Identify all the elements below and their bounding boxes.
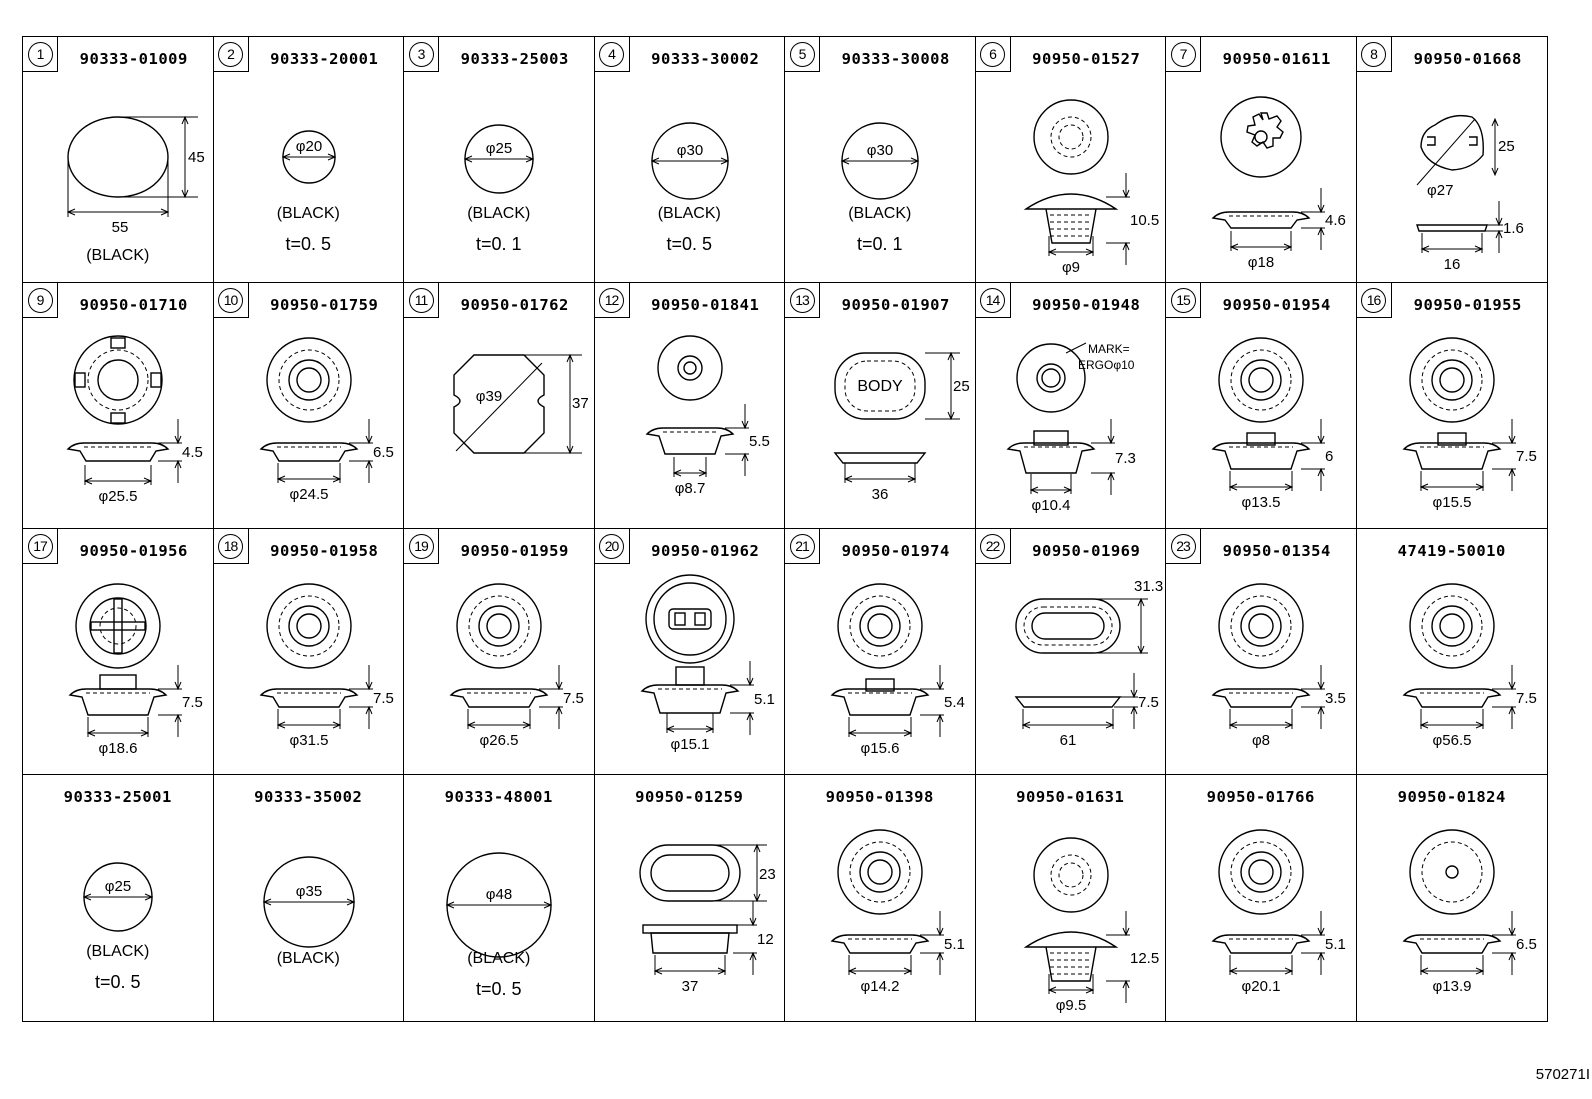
thickness-dim: 1.6	[1502, 220, 1524, 237]
part-cell	[214, 775, 405, 1021]
part-number: 90333-35002	[254, 788, 363, 806]
part-number: 90950-01948	[1032, 296, 1141, 314]
part-cell	[404, 529, 595, 775]
color-note: (BLACK)	[467, 205, 531, 222]
item-number-label: 6	[980, 42, 1005, 67]
item-number-label: 22	[980, 534, 1005, 559]
height-dim: 5.1	[753, 691, 775, 708]
width-dim: 55	[111, 219, 129, 236]
diameter-dim: φ15.1	[670, 736, 709, 753]
mark-label: MARK=	[1087, 342, 1130, 356]
thickness-dim: 12	[756, 931, 774, 948]
item-number-label: 7	[1171, 42, 1196, 67]
height-dim: 7.5	[372, 690, 394, 707]
diameter-dim: φ10.4	[1031, 497, 1070, 514]
width-dim: 36	[871, 486, 889, 503]
diameter-dim: φ39	[475, 388, 503, 405]
part-number: 90950-01527	[1032, 50, 1141, 68]
part-number: 90950-01611	[1222, 50, 1331, 68]
part-number: 90950-01954	[1222, 296, 1331, 314]
diameter-dim: φ31.5	[289, 732, 328, 749]
part-number: 90950-01759	[270, 296, 379, 314]
part-drawing	[214, 283, 404, 529]
part-number: 90950-01824	[1397, 788, 1506, 806]
part-number: 90333-30008	[841, 50, 950, 68]
part-number: 90950-01959	[460, 542, 569, 560]
item-number-label: 8	[1361, 42, 1386, 67]
part-drawing	[595, 775, 785, 1021]
part-drawing	[214, 529, 404, 775]
part-cell	[976, 775, 1167, 1021]
thickness-note: t=0. 1	[475, 234, 522, 254]
part-cell	[404, 283, 595, 529]
diameter-dim: φ15.5	[1432, 494, 1471, 511]
height-dim: 12.5	[1129, 950, 1159, 967]
part-number: 90950-01956	[79, 542, 188, 560]
part-drawing	[976, 37, 1166, 283]
height-dim: 6.5	[1515, 936, 1537, 953]
part-drawing	[595, 283, 785, 529]
color-note: (BLACK)	[657, 205, 721, 222]
diameter-dim: φ8	[1251, 732, 1271, 749]
height-dim: 4.6	[1325, 212, 1346, 229]
part-cell	[23, 529, 214, 775]
color-note: (BLACK)	[276, 205, 340, 222]
part-number: 90950-01631	[1016, 788, 1125, 806]
diameter-dim: φ13.9	[1432, 978, 1471, 995]
diameter-dim: φ26.5	[479, 732, 519, 749]
part-number: 90950-01841	[651, 296, 760, 314]
diameter-dim: φ15.6	[860, 740, 900, 757]
width-dim: 16	[1443, 256, 1460, 273]
diameter-dim: φ20.1	[1241, 978, 1281, 995]
height-dim: 6.5	[372, 444, 394, 461]
part-number: 90333-01009	[79, 50, 188, 68]
width-dim: 61	[1059, 732, 1076, 749]
color-note: (BLACK)	[848, 205, 912, 222]
part-cell	[1357, 775, 1548, 1021]
part-cell	[1166, 37, 1357, 283]
part-drawing	[214, 775, 404, 1021]
part-cell	[1357, 283, 1548, 529]
color-note: (BLACK)	[86, 247, 150, 264]
part-number: 90950-01668	[1413, 50, 1522, 68]
part-cell	[785, 529, 976, 775]
thickness-note: t=0. 1	[856, 234, 903, 254]
height-dim: 23	[758, 866, 776, 883]
item-number-label: 11	[409, 288, 434, 313]
height-dim: 45	[188, 149, 205, 166]
height-dim: 7.5	[1515, 690, 1537, 707]
diameter-dim: φ35	[295, 883, 322, 900]
item-number-label: 9	[28, 288, 53, 313]
part-drawing	[976, 283, 1166, 529]
item-number-label: 3	[409, 42, 434, 67]
height-dim: 7.5	[182, 694, 203, 711]
height-dim: 5.5	[748, 433, 770, 450]
height-dim: 7.5	[563, 690, 584, 707]
height-dim: 4.5	[182, 444, 203, 461]
part-drawing	[23, 283, 213, 529]
part-cell	[976, 283, 1167, 529]
part-cell	[214, 529, 405, 775]
part-drawing	[1357, 37, 1547, 283]
width-dim: 37	[681, 978, 698, 995]
mark-value: ERGOφ10	[1077, 358, 1134, 372]
diameter-dim: φ18.6	[98, 740, 138, 757]
part-number: 90950-01974	[841, 542, 950, 560]
part-cell	[595, 283, 786, 529]
part-cell	[785, 37, 976, 283]
part-number: 90950-01958	[270, 542, 379, 560]
height-dim: 10.5	[1129, 212, 1159, 229]
item-number-label: 17	[28, 534, 53, 559]
part-drawing	[1166, 283, 1356, 529]
part-number: 90950-01354	[1222, 542, 1331, 560]
part-number: 90950-01955	[1413, 296, 1522, 314]
part-cell	[214, 283, 405, 529]
diameter-dim: φ9.5	[1055, 997, 1086, 1014]
diagram-code: 570271I	[1535, 1066, 1590, 1083]
part-cell	[404, 37, 595, 283]
item-number-label: 20	[599, 534, 624, 559]
height-dim: 7.3	[1114, 450, 1136, 467]
part-drawing	[785, 529, 975, 775]
parts-grid	[22, 36, 1548, 1022]
part-drawing	[404, 283, 594, 529]
item-number-label: 23	[1171, 534, 1196, 559]
height-dim: 25	[953, 378, 970, 395]
item-number-label: 15	[1171, 288, 1196, 313]
part-cell	[23, 283, 214, 529]
part-cell	[1166, 775, 1357, 1021]
part-cell	[976, 529, 1167, 775]
item-number-label: 12	[599, 288, 624, 313]
diameter-dim: φ48	[485, 886, 513, 903]
thickness-note: t=0. 5	[666, 234, 713, 254]
diameter-dim: φ56.5	[1432, 732, 1471, 749]
part-cell	[1357, 37, 1548, 283]
item-number-label: 1	[28, 42, 53, 67]
part-number: 90950-01259	[635, 788, 744, 806]
item-number-label: 10	[218, 288, 243, 313]
diameter-dim: φ27	[1426, 182, 1453, 199]
part-number: 90950-01907	[841, 296, 950, 314]
part-number: 90333-25001	[63, 788, 172, 806]
part-drawing	[404, 529, 594, 775]
part-number: 90950-01710	[79, 296, 188, 314]
part-cell	[595, 775, 786, 1021]
height-dim: 3.5	[1325, 690, 1346, 707]
diameter-dim: φ25	[104, 878, 132, 895]
part-cell	[1166, 283, 1357, 529]
part-drawing	[1357, 283, 1547, 529]
thickness-dim: 7.5	[1137, 694, 1159, 711]
item-number-label: 4	[599, 42, 624, 67]
part-cell	[595, 529, 786, 775]
diameter-dim: φ30	[676, 142, 703, 159]
part-number: 90333-20001	[270, 50, 379, 68]
part-drawing	[1166, 37, 1356, 283]
part-cell	[214, 37, 405, 283]
item-number-label: 16	[1361, 288, 1386, 313]
diameter-dim: φ13.5	[1241, 494, 1281, 511]
part-number: 90950-01398	[825, 788, 934, 806]
part-drawing	[1166, 529, 1356, 775]
part-cell	[1357, 529, 1548, 775]
part-number: 90333-48001	[444, 788, 553, 806]
item-number-label: 19	[409, 534, 434, 559]
part-drawing	[1166, 775, 1356, 1021]
part-drawing	[1357, 529, 1547, 775]
part-number: 90950-01962	[651, 542, 760, 560]
diameter-dim: φ14.2	[860, 978, 900, 995]
item-number-label: 13	[790, 288, 815, 313]
height-dim: 25	[1497, 138, 1515, 155]
part-number: 90333-25003	[460, 50, 569, 68]
part-drawing	[595, 529, 785, 775]
part-number: 90333-30002	[651, 50, 760, 68]
part-cell	[404, 775, 595, 1021]
body-label: BODY	[857, 378, 903, 395]
color-note: (BLACK)	[467, 950, 531, 967]
height-dim: 7.5	[1515, 448, 1537, 465]
diameter-dim: φ20	[295, 138, 322, 155]
part-drawing	[976, 529, 1166, 775]
height-dim: 6	[1325, 448, 1334, 465]
part-cell	[23, 37, 214, 283]
height-dim: 5.1	[1325, 936, 1346, 953]
part-number: 90950-01969	[1032, 542, 1141, 560]
part-drawing	[785, 775, 975, 1021]
item-number-label: 21	[790, 534, 815, 559]
part-drawing	[785, 283, 975, 529]
diameter-dim: φ18	[1247, 254, 1275, 271]
part-drawing	[23, 529, 213, 775]
height-dim: 31.3	[1133, 578, 1163, 595]
part-drawing	[976, 775, 1166, 1021]
part-cell	[976, 37, 1167, 283]
thickness-note: t=0. 5	[285, 234, 332, 254]
part-number: 90950-01766	[1206, 788, 1315, 806]
part-number: 47419-50010	[1397, 542, 1506, 560]
item-number-label: 14	[980, 288, 1005, 313]
part-cell	[1166, 529, 1357, 775]
part-drawing	[1357, 775, 1547, 1021]
part-cell	[785, 775, 976, 1021]
thickness-note: t=0. 5	[94, 972, 141, 992]
height-dim: 5.4	[944, 694, 965, 711]
item-number-label: 5	[790, 42, 815, 67]
thickness-note: t=0. 5	[475, 979, 522, 999]
diameter-dim: φ9	[1061, 259, 1080, 276]
diameter-dim: φ8.7	[674, 480, 705, 497]
diameter-dim: φ24.5	[289, 486, 328, 503]
part-cell	[595, 37, 786, 283]
part-cell	[785, 283, 976, 529]
height-dim: 5.1	[944, 936, 965, 953]
height-dim: 37	[572, 395, 589, 412]
color-note: (BLACK)	[86, 943, 150, 960]
diameter-dim: φ25.5	[98, 488, 138, 505]
part-number: 90950-01762	[460, 296, 569, 314]
diameter-dim: φ25	[485, 140, 513, 157]
part-cell	[23, 775, 214, 1021]
color-note: (BLACK)	[276, 950, 340, 967]
item-number-label: 2	[218, 42, 243, 67]
item-number-label: 18	[218, 534, 243, 559]
diameter-dim: φ30	[866, 142, 894, 159]
